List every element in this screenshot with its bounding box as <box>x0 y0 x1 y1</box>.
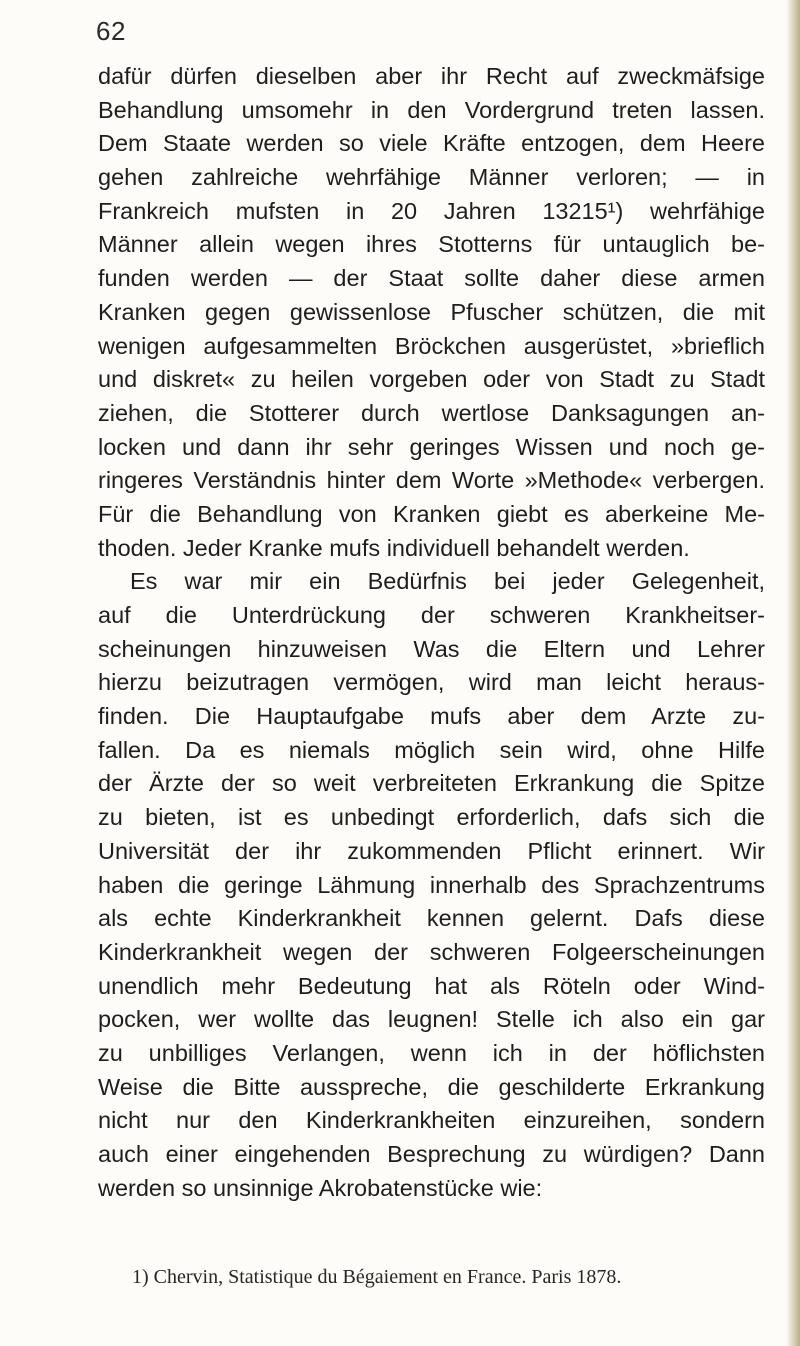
text-line: nicht nur den Kinderkrankheiten einzureihen, sondern <box>98 1107 765 1134</box>
text-line: auf die Unterdrückung der schweren Krankheitser- <box>98 602 765 628</box>
text-line: werden so unsinnige Akrobatenstücke wie: <box>98 1174 543 1201</box>
text-line: dafür dürfen dieselben aber ihr Recht auf zweckmäfsige <box>98 63 765 89</box>
text-line: und diskret« zu heilen vorgeben oder von Stadt zu Stadt <box>98 366 765 393</box>
text-line: hierzu beizutragen vermögen, wird man leicht heraus- <box>98 669 765 696</box>
text-line: scheinungen hinzuweisen Was die Eltern und Lehrer <box>98 635 765 662</box>
text-line: Kinderkrankheit wegen der schweren Folgeerscheinungen <box>98 938 765 965</box>
text-line: finden. Die Hauptaufgabe mufs aber dem Arzte zu- <box>98 703 765 730</box>
text-line: als echte Kinderkrankheit kennen gelernt. Dafs diese <box>98 905 765 932</box>
text-line: wenigen aufgesammelten Bröckchen ausgerüstet, »brieflich <box>98 332 765 359</box>
text-line: haben die geringe Lähmung innerhalb des Sprachzentrums <box>98 871 765 898</box>
page-number: 62 <box>96 16 126 46</box>
text-line: Frankreich mufsten in 20 Jahren 13215¹) wehrfähige <box>98 197 765 224</box>
text-line: zu bieten, ist es unbedingt erforderlich, dafs sich die <box>98 804 765 831</box>
text-line: Kranken gegen gewissenlose Pfuscher schützen, die mit <box>98 298 765 325</box>
text-line: gehen zahlreiche wehrfähige Männer verloren; — in <box>98 164 765 191</box>
text-line: Es war mir ein Bedürfnis bei jeder Gelegenheit, <box>130 568 765 595</box>
text-line: thoden. Jeder Kranke mufs individuell behandelt werden. <box>98 534 690 561</box>
text-line: Universität der ihr zukommenden Pflicht erinnert. Wir <box>98 837 765 864</box>
text-line: unendlich mehr Bedeutung hat als Röteln oder Wind- <box>98 972 765 999</box>
body-text <box>98 60 765 1205</box>
text-line: auch einer eingehenden Besprechung zu würdigen? Dann <box>98 1141 765 1167</box>
text-line: Für die Behandlung von Kranken giebt es aberkeine Me- <box>98 500 765 527</box>
text-line: fallen. Da es niemals möglich sein wird, ohne Hilfe <box>98 736 765 763</box>
text-line: der Ärzte der so weit verbreiteten Erkrankung die Spitze <box>98 770 765 797</box>
text-line: Weise die Bitte ausspreche, die geschilderte Erkrankung <box>98 1073 765 1100</box>
text-line: ringeres Verständnis hinter dem Worte »Methode« verbergen. <box>98 467 765 494</box>
text-line: Männer allein wegen ihres Stotterns für untauglich be- <box>98 231 765 258</box>
text-line: ziehen, die Stotterer durch wertlose Danksagungen an- <box>98 399 765 426</box>
text-line: Behandlung umsomehr in den Vordergrund treten lassen. <box>98 96 765 123</box>
footnote: 1) Chervin, Statistique du Bégaiement en France. Paris 1878. <box>132 1266 622 1288</box>
text-line: pocken, wer wollte das leugnen! Stelle ich also ein gar <box>98 1006 765 1033</box>
text-line: funden werden — der Staat sollte daher diese armen <box>98 265 765 292</box>
text-line: zu unbilliges Verlangen, wenn ich in der höflichsten <box>98 1039 765 1066</box>
text-line: locken und dann ihr sehr geringes Wissen und noch ge- <box>98 433 765 460</box>
text-line: Dem Staate werden so viele Kräfte entzogen, dem Heere <box>98 130 765 157</box>
page-edge-shadow <box>786 0 800 1346</box>
